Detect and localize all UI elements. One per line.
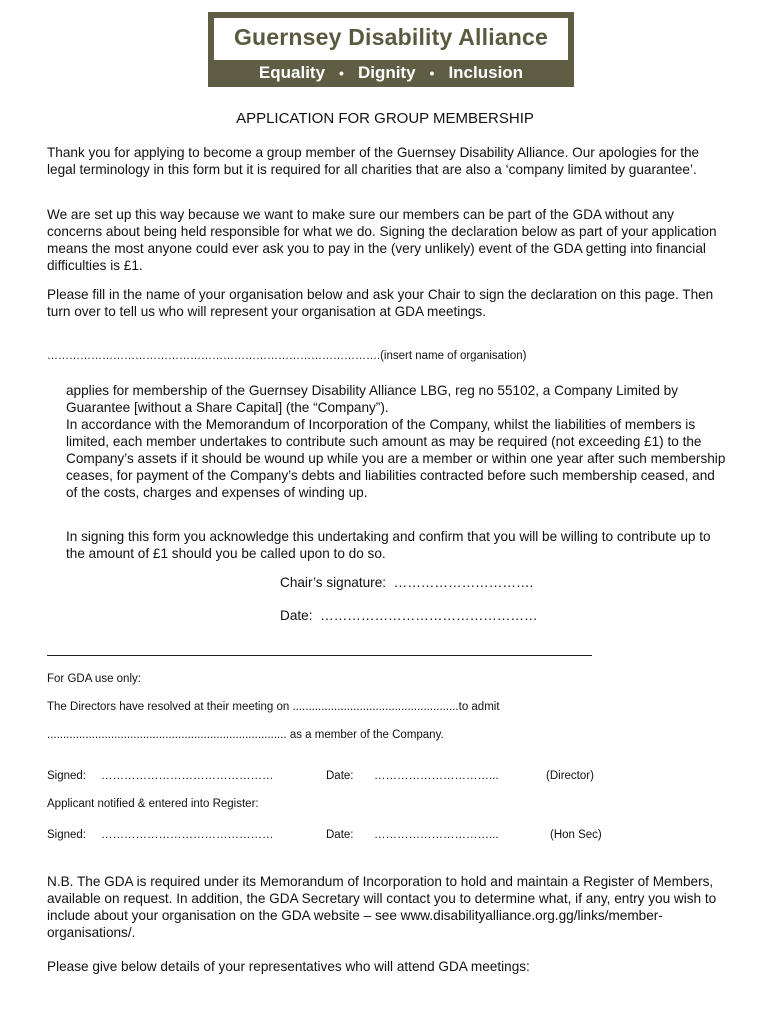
secretary-date-dots[interactable]: …………………………...: [374, 829, 499, 841]
intro-paragraph-1: Thank you for applying to become a group member of the Guernsey Disability Alliance. Our apologies for the legal terminology in this form but it is required for all charities that are also a ‘company limited by guarantee’.: [47, 145, 700, 177]
directors-resolved-line: [47, 701, 500, 713]
director-date-dots[interactable]: …………………………...: [374, 770, 499, 782]
chair-signature-label: Chair’s signature:: [280, 575, 387, 590]
declaration-undertaking: In accordance with the Memorandum of Incorporation of the Company, whilst the liabilities of members is limited, each member undertakes to contribute such amount as may be required (not exceeding £1) to the Company’s assets if it should be wound up while you are a member or within one year after such membership ceases, for payment of the Company’s debts and liabilities contracted before such membership ceased, and of the costs, charges and expenses of winding up.: [66, 417, 726, 500]
logo-name: Guernsey Disability Alliance: [233, 24, 549, 50]
member-name-dots[interactable]: ...........................................................................: [47, 729, 287, 741]
director-signed-dots[interactable]: ………………………………………: [101, 770, 274, 782]
chair-date-dots: …………………………………………: [320, 608, 538, 623]
organisation-name-dots: ……………………………………………………………………………….: [47, 350, 381, 362]
meeting-date-dots[interactable]: ....................................................: [292, 701, 459, 713]
section-divider: [47, 655, 592, 656]
tagline-bullet-1: •: [339, 65, 344, 81]
directors-resolved-text: The Directors have resolved at their meeting on: [47, 701, 290, 713]
representatives-instruction: Please give below details of your representatives who will attend GDA meetings:: [47, 959, 530, 974]
chair-date-label: Date:: [280, 608, 313, 623]
tagline-equality: Equality: [258, 63, 326, 82]
tagline-dignity: Dignity: [357, 63, 416, 82]
director-date-label: Date:: [326, 770, 354, 782]
secretary-date-label: Date:: [326, 829, 354, 841]
organisation-name-hint: (insert name of organisation): [380, 350, 527, 362]
to-admit-text: to admit: [458, 701, 500, 713]
declaration-acknowledge: In signing this form you acknowledge this undertaking and confirm that you will be willing to contribute up to the amount of £1 should you be called upon to do so.: [66, 529, 711, 561]
logo-tagline: [208, 62, 574, 84]
page-title: APPLICATION FOR GROUP MEMBERSHIP: [236, 110, 534, 127]
gda-use-heading: For GDA use only:: [47, 673, 141, 685]
director-signed-label: Signed:: [47, 770, 87, 782]
secretary-signed-dots[interactable]: ………………………………………: [101, 829, 274, 841]
declaration-applies: applies for membership of the Guernsey Disability Alliance LBG, reg no 55102, a Company Limited by Guarantee [without a Share Capital] (the “Company”).: [66, 383, 679, 415]
nb-register-note: N.B. The GDA is required under its Memorandum of Incorporation to hold and maintain a Register of Members, available on request. In addition, the GDA Secretary will contact you to determine what, if any, entry you wish to include about your organisation on the GDA website – see www.disabilityalliance.org.gg/links/member-organisations/.: [47, 874, 717, 940]
hon-sec-role-label: (Hon Sec): [550, 829, 602, 841]
tagline-inclusion: Inclusion: [448, 63, 524, 82]
organisation-name-field[interactable]: [47, 350, 526, 362]
applicant-notified-text: Applicant notified & entered into Register:: [47, 798, 259, 810]
member-of-company-text: as a member of the Company.: [289, 729, 444, 741]
admit-member-line: [47, 729, 444, 741]
director-role-label: (Director): [546, 770, 594, 782]
logo-name-panel: [214, 18, 568, 60]
chair-signature-field[interactable]: [280, 575, 533, 590]
chair-date-field[interactable]: [280, 608, 538, 623]
gda-logo: [208, 12, 574, 87]
tagline-bullet-2: •: [429, 65, 435, 81]
intro-paragraph-3: Please fill in the name of your organisation below and ask your Chair to sign the declaration on this page. Then turn over to tell us who will represent your organisation at GDA meetings.: [47, 287, 714, 319]
chair-signature-dots: ………………………….: [393, 575, 534, 590]
intro-paragraph-2: We are set up this way because we want to make sure our members can be part of the GDA without any concerns about being held responsible for what we do. Signing the declaration below as part of your application means the most anyone could ever ask you to pay in the (very unlikely) event of the GDA getting into financial difficulties is £1.: [47, 207, 717, 273]
secretary-signed-label: Signed:: [47, 829, 87, 841]
